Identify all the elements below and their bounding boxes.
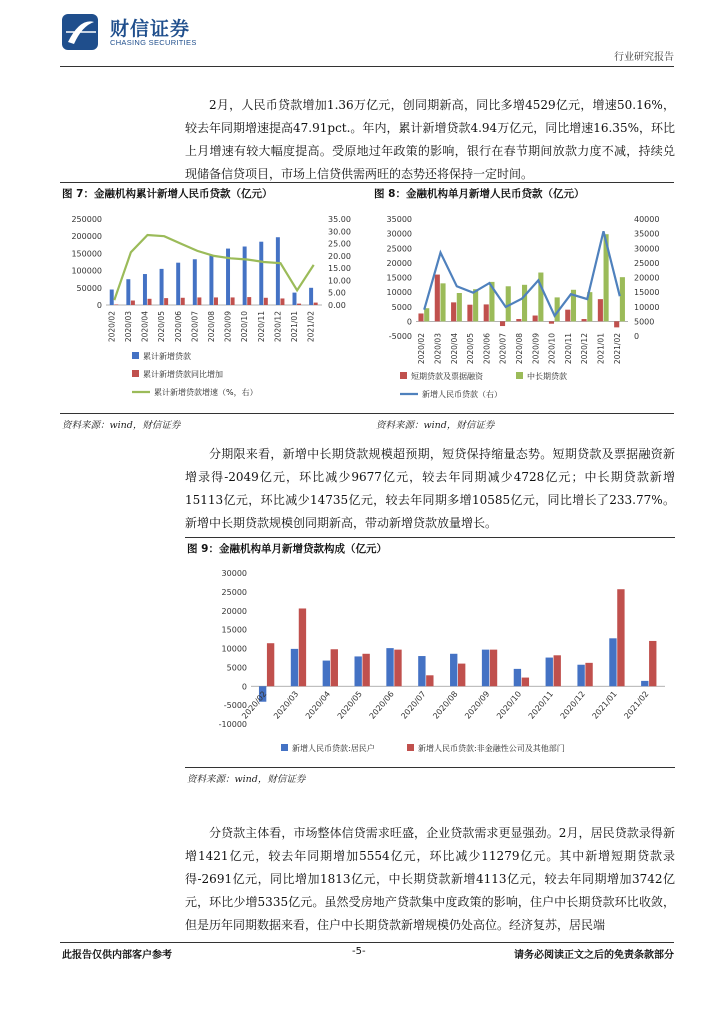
y-tick-label: 35000 (386, 215, 412, 224)
y-right-tick-label: 20.00 (328, 251, 351, 261)
bar-0-10 (276, 237, 280, 305)
y-right-tick-label: 15.00 (328, 264, 351, 274)
y-tick-label: 25000 (386, 244, 412, 254)
fig9-title: 图 9：金融机构单月新增贷款构成（亿元） (187, 543, 387, 555)
bar-1-6 (458, 664, 465, 687)
y-right-tick-label: 25000 (634, 258, 660, 268)
bar-1-4 (394, 650, 401, 687)
bar-0-2 (143, 274, 147, 305)
x-tick-label: 2020/12 (580, 333, 590, 365)
footer-disclaimer-left: 此报告仅供内部客户参考 (62, 950, 172, 961)
footer-disclaimer-right: 请务必阅读正文之后的免责条款部分 (514, 950, 674, 961)
y-tick-label: -5000 (223, 701, 247, 711)
bar-1-11 (617, 589, 624, 686)
bar-1-2 (331, 649, 338, 686)
bar-0-4 (484, 304, 489, 321)
footer-divider (60, 942, 674, 943)
y-tick-label: 20000 (221, 606, 247, 616)
brand-logo (60, 12, 200, 52)
bar-0-8 (514, 669, 521, 686)
y-right-tick-label: 35.00 (328, 215, 351, 224)
legend-label-2: 新增人民币贷款（右） (422, 390, 502, 399)
page-number: -5- (352, 946, 366, 957)
legend-label-0: 累计新增贷款 (143, 352, 191, 361)
x-tick-label: 2020/11 (563, 333, 573, 365)
x-tick-label: 2020/06 (482, 333, 492, 365)
y-tick-label: 15000 (386, 273, 412, 283)
y-tick-label: 30000 (386, 229, 412, 239)
legend-swatch-0 (400, 372, 407, 379)
x-tick-label: 2020/10 (547, 333, 557, 365)
y-right-tick-label: 15000 (634, 288, 660, 298)
bar-0-12 (309, 288, 313, 305)
y-right-tick-label: 40000 (634, 215, 660, 224)
bar-0-10 (577, 665, 584, 687)
fig7-chart (60, 205, 365, 410)
x-tick-label: 2021/01 (290, 311, 300, 343)
bar-1-10 (280, 298, 284, 305)
x-tick-label: 2021/01 (590, 689, 619, 721)
x-tick-label: 2020/10 (494, 689, 524, 721)
bar-0-3 (160, 269, 164, 305)
y-tick-label: 0 (241, 682, 247, 692)
y-tick-label: 200000 (71, 232, 102, 242)
bar-0-7 (533, 316, 538, 322)
bar-1-11 (297, 304, 301, 305)
bar-0-9 (546, 658, 553, 687)
bar-1-1 (131, 301, 135, 305)
x-tick-label: 2020/08 (207, 311, 216, 343)
x-tick-label: 2020/07 (498, 333, 508, 365)
x-tick-label: 2020/07 (399, 689, 428, 721)
x-tick-label: 2020/09 (531, 333, 541, 365)
x-tick-label: 2020/06 (173, 311, 183, 343)
bar-0-6 (450, 654, 457, 686)
y-tick-label: 150000 (71, 249, 102, 259)
x-tick-label: 2020/09 (463, 689, 492, 721)
bar-0-0 (418, 313, 423, 321)
fig8-title: 图 8：金融机构单月新增人民币贷款（亿元） (374, 188, 585, 200)
fig9-bottom-rule (185, 767, 675, 768)
bar-1-7 (231, 297, 235, 305)
x-tick-label: 2020/03 (123, 311, 133, 343)
bar-1-7 (490, 650, 497, 687)
bar-0-1 (291, 649, 298, 686)
fig9-top-rule (185, 537, 675, 538)
bar-1-8 (247, 297, 251, 305)
legend-swatch-0 (132, 352, 139, 359)
bar-0-11 (598, 299, 603, 321)
legend-swatch-0 (281, 744, 288, 751)
bar-0-3 (355, 656, 362, 686)
x-tick-label: 2020/02 (417, 333, 427, 365)
bar-0-0 (110, 290, 114, 305)
logo-emblem-icon (60, 12, 104, 52)
bar-0-2 (451, 302, 456, 321)
x-tick-label: 2020/08 (515, 333, 524, 365)
x-tick-label: 2020/03 (272, 689, 301, 721)
x-tick-label: 2020/07 (190, 311, 200, 343)
legend-label-1: 中长期贷款 (527, 372, 567, 381)
x-tick-label: 2020/04 (449, 333, 459, 365)
brand-name-cn: 财信证券 (110, 18, 191, 40)
paragraph-3: 分贷款主体看，市场整体信贷需求旺盛，企业贷款需求更显强劲。2月，居民贷款录得新增1421亿元，较去年同期增加5554亿元，环比减少11279亿元。其中新增短期贷款录得-2691亿元，同比增加1813亿元，中长期贷款新增4113亿元，较去年同期增加3742亿元，环比少增5335亿元。虽然受房地产贷款集中度政策的影响，住户中长期贷款环比收敛，但是历年同期数据来看，住户中长期贷款新增规模仍处高位。经济复苏，居民端 (185, 826, 675, 932)
bar-1-9 (264, 298, 268, 305)
y-right-tick-label: 20000 (634, 273, 660, 283)
y-tick-label: 15000 (221, 625, 247, 635)
x-tick-label: 2020/08 (431, 689, 460, 721)
fig78-top-rule (60, 182, 674, 183)
bar-0-6 (516, 319, 521, 321)
y-right-tick-label: 5.00 (328, 288, 346, 298)
x-tick-label: 2020/12 (558, 689, 587, 721)
paragraph-2: 分期限来看，新增中长期贷款规模超预期，短贷保持缩量态势。短期贷款及票据融资新增录得-2049亿元，环比减少9677亿元，较去年同期减少4728亿元；中长期贷款新增15113亿元，环比减少14735亿元，较去年同期多增10585亿元，同比增长了233.77%。新增中长期贷款规模创同期新高，带动新增贷款放量增长。 (185, 447, 675, 530)
bar-0-8 (243, 247, 247, 305)
bar-0-3 (467, 305, 472, 322)
y-right-tick-label: 5000 (634, 317, 655, 327)
bar-0-5 (500, 321, 505, 326)
bar-0-5 (193, 259, 197, 305)
fig7-source: 资料来源：wind，财信证券 (62, 420, 181, 431)
bar-1-0 (424, 308, 429, 321)
legend-label-0: 新增人民币贷款:居民户 (292, 744, 375, 753)
bar-1-1 (440, 283, 445, 321)
bar-1-3 (164, 298, 168, 305)
bar-0-12 (641, 681, 648, 686)
legend-label-1: 累计新增贷款同比增加 (143, 370, 223, 379)
x-tick-label: 2021/02 (306, 311, 316, 343)
bar-1-9 (554, 655, 561, 686)
y-right-tick-label: 25.00 (328, 239, 351, 249)
bar-0-10 (582, 319, 587, 321)
x-tick-label: 2020/09 (223, 311, 233, 343)
bar-0-1 (126, 279, 130, 305)
y-right-tick-label: 0.00 (328, 301, 346, 310)
y-tick-label: 20000 (386, 258, 412, 268)
x-tick-label: 2021/02 (612, 333, 622, 365)
bar-1-6 (214, 297, 218, 305)
legend-swatch-1 (516, 372, 523, 379)
y-tick-label: 0 (96, 301, 102, 310)
fig9-chart (185, 560, 675, 765)
report-type-label: 行业研究报告 (614, 52, 674, 63)
bar-1-6 (522, 285, 527, 322)
x-tick-label: 2020/04 (303, 689, 333, 721)
bar-1-5 (426, 675, 433, 686)
x-tick-label: 2020/03 (433, 333, 443, 365)
bar-0-11 (293, 293, 297, 305)
x-tick-label: 2020/11 (526, 689, 556, 721)
x-tick-label: 2020/10 (240, 311, 250, 343)
x-tick-label: 2020/05 (466, 333, 476, 365)
bar-1-3 (362, 654, 369, 686)
y-tick-label: 250000 (71, 215, 102, 224)
fig7-title: 图 7：金融机构累计新增人民币贷款（亿元） (62, 188, 273, 200)
bar-1-1 (299, 608, 306, 686)
y-tick-label: 10000 (221, 644, 247, 654)
y-right-tick-label: 30000 (634, 244, 660, 254)
bar-0-9 (259, 242, 263, 305)
y-right-tick-label: 35000 (634, 229, 660, 239)
legend-label-1: 新增人民币贷款:非金融性公司及其他部门 (418, 744, 565, 753)
bar-1-12 (314, 303, 318, 305)
bar-1-5 (197, 297, 201, 305)
x-tick-label: 2020/02 (240, 689, 269, 721)
x-tick-label: 2020/04 (140, 311, 150, 343)
bar-1-0 (267, 643, 274, 686)
y-tick-label: 0 (406, 317, 412, 327)
y-tick-label: -5000 (388, 332, 412, 341)
bar-1-4 (181, 298, 185, 305)
bar-1-2 (148, 299, 152, 305)
y-tick-label: 5000 (226, 663, 247, 673)
y-tick-label: 30000 (221, 569, 247, 578)
legend-label-0: 短期贷款及票据融资 (411, 372, 483, 381)
brand-name-en: CHASING SECURITIES (110, 38, 197, 47)
x-tick-label: 2020/06 (367, 689, 396, 721)
y-tick-label: 100000 (71, 266, 102, 276)
legend-swatch-1 (407, 744, 414, 751)
x-tick-label: 2020/12 (273, 311, 283, 343)
legend-swatch-1 (132, 370, 139, 377)
bar-0-4 (176, 263, 180, 305)
bar-0-8 (549, 321, 554, 323)
bar-1-8 (522, 678, 529, 687)
bar-0-6 (209, 255, 213, 305)
x-tick-label: 2020/05 (157, 311, 167, 343)
x-tick-label: 2021/02 (622, 689, 651, 721)
bar-1-10 (585, 663, 592, 686)
bar-0-2 (323, 661, 330, 687)
bar-0-1 (435, 275, 440, 322)
y-tick-label: 10000 (386, 288, 412, 298)
bar-1-2 (457, 293, 462, 321)
bar-1-12 (620, 277, 625, 321)
fig8-source: 资料来源：wind，财信证券 (376, 420, 495, 431)
header-divider (60, 66, 674, 67)
bar-1-3 (473, 289, 478, 321)
y-right-tick-label: 0 (634, 332, 640, 341)
bar-0-12 (614, 321, 619, 327)
bar-0-11 (609, 638, 616, 686)
bar-0-4 (386, 648, 393, 686)
bar-1-12 (649, 641, 656, 686)
fig8-chart (370, 205, 674, 410)
paragraph-1: 2月，人民币贷款增加1.36万亿元，创同期新高，同比多增4529亿元，增速50.16%，较去年同期增速提高47.91pct.。年内，累计新增贷款4.94万亿元，同比增速16.35%，环比上月增速有较大幅度提高。受原地过年政策的影响，银行在春节期间放款力度不减，持续兑现储备信贷项目，市场上信贷供需两旺的态势还将保持一定时间。 (185, 98, 675, 181)
fig78-bottom-rule (60, 413, 674, 414)
y-tick-label: -10000 (218, 720, 247, 729)
y-right-tick-label: 10.00 (328, 276, 351, 286)
x-tick-label: 2021/01 (596, 333, 606, 365)
x-tick-label: 2020/02 (107, 311, 117, 343)
y-tick-label: 50000 (76, 283, 102, 293)
legend-label-2: 累计新增贷款增速（%，右） (154, 388, 258, 397)
y-right-tick-label: 30.00 (328, 227, 351, 237)
x-tick-label: 2020/05 (335, 689, 364, 721)
fig9-source: 资料来源：wind，财信证券 (187, 774, 306, 785)
y-right-tick-label: 10000 (634, 302, 660, 312)
bar-0-5 (418, 656, 425, 686)
x-tick-label: 2020/11 (256, 311, 266, 343)
bar-0-7 (482, 650, 489, 687)
bar-0-9 (565, 310, 570, 322)
bar-1-0 (114, 304, 118, 305)
y-tick-label: 25000 (221, 587, 247, 597)
y-tick-label: 5000 (391, 302, 412, 312)
